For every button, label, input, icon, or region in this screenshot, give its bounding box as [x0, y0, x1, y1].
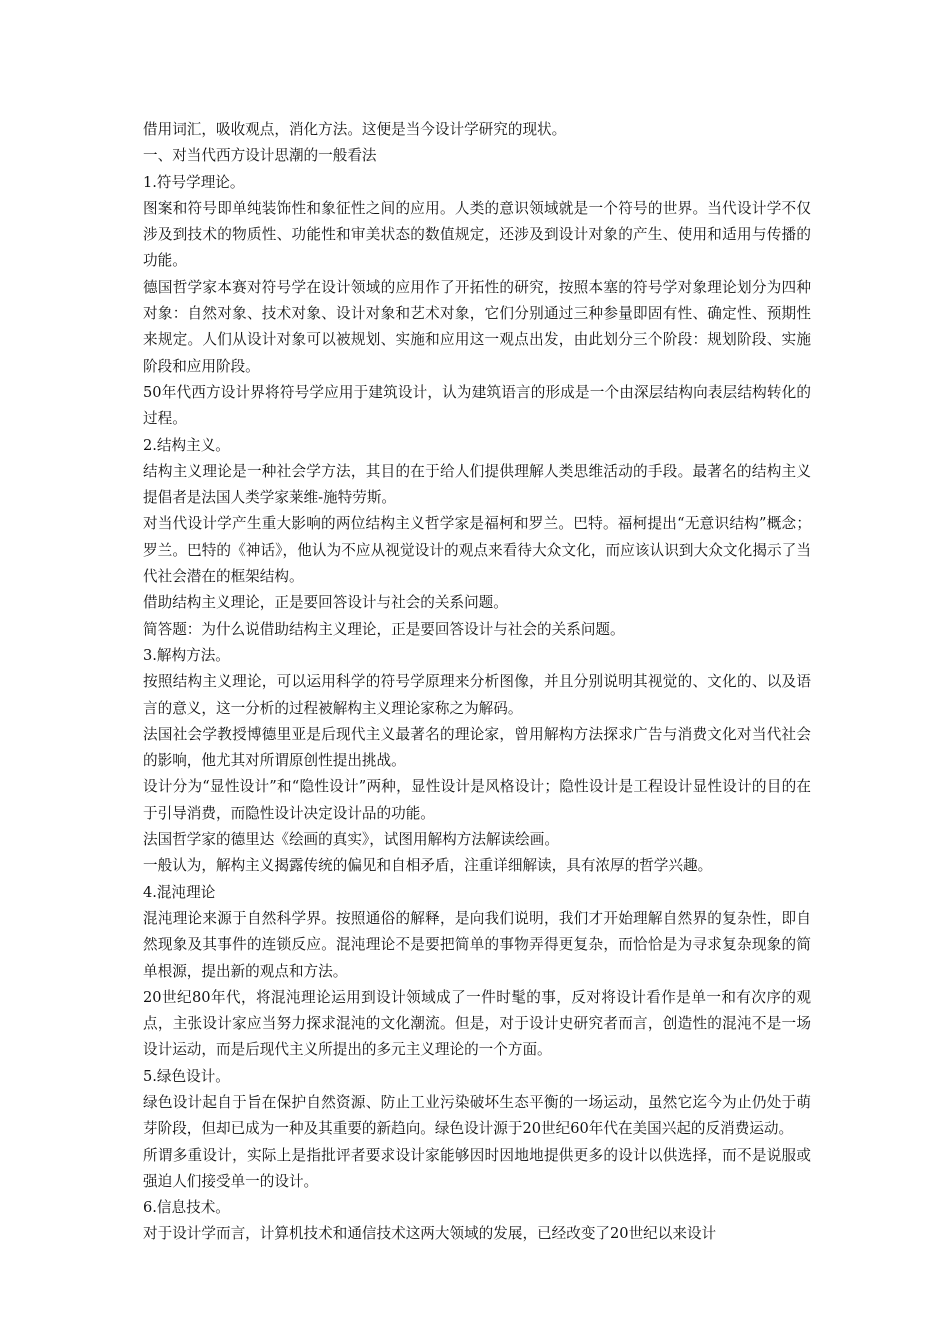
paragraph: 按照结构主义理论，可以运用科学的符号学原理来分析图像，并且分别说明其视觉的、文化的、以及语言的意义，这一分析的过程被解构主义理论家称之为解码。	[143, 673, 811, 717]
paragraph: 法国社会学教授博德里亚是后现代主义最著名的理论家，曾用解构方法探求广告与消费文化对当代社会的影响，他尤其对所谓原创性提出挑战。	[143, 725, 811, 770]
subheading-deconstruction: 3.解构方法。	[143, 646, 230, 664]
paragraph: 20世纪80年代，将混沌理论运用到设计领域成了一件时髦的事，反对将设计看作是单一和有次序的观点，主张设计家应当努力探求混沌的文化潮流。但是，对于设计史研究者而言，创造性的混沌不是一场设计运动，而是后现代主义所提出的多元主义理论的一个方面。	[143, 988, 811, 1059]
document-body	[143, 117, 811, 1248]
paragraph: 所谓多重设计，实际上是指批评者要求设计家能够因时因地地提供更多的设计以供选择，而不是说服或强迫人们接受单一的设计。	[143, 1146, 811, 1190]
paragraph: 结构主义理论是一种社会学方法，其目的在于给人们提供理解人类思维活动的手段。最著名的结构主义提倡者是法国人类学家莱维-施特劳斯。	[143, 462, 811, 507]
subheading-structuralism: 2.结构主义。	[143, 436, 230, 454]
paragraph-intro: 借用词汇，吸收观点，消化方法。这便是当今设计学研究的现状。	[143, 121, 567, 138]
subheading-green-design: 5.绿色设计。	[143, 1067, 230, 1085]
paragraph: 50年代西方设计界将符号学应用于建筑设计，认为建筑语言的形成是一个由深层结构向表层结构转化的过程。	[143, 383, 811, 428]
subheading-chaos-theory: 4.混沌理论	[143, 883, 216, 901]
paragraph: 混沌理论来源于自然科学界。按照通俗的解释，是向我们说明，我们才开始理解自然界的复杂性，即自然现象及其事件的连锁反应。混沌理论不是要把简单的事物弄得更复杂，而恰恰是为寻求复杂现象的简单根源，提出新的观点和方法。	[143, 909, 811, 980]
paragraph: 简答题：为什么说借助结构主义理论，正是要回答设计与社会的关系问题。	[143, 620, 625, 638]
paragraph: 德国哲学家本赛对符号学在设计领域的应用作了开拓性的研究，按照本塞的符号学对象理论划分为四种对象：自然对象、技术对象、设计对象和艺术对象，它们分别通过三种参量即固有性、确定性、预期性来规定。人们从设计对象可以被规划、实施和应用这一观点出发，由此划分三个阶段：规划阶段、实施阶段和应用阶段。	[143, 278, 811, 375]
subheading-information-technology: 6.信息技术。	[143, 1199, 230, 1217]
paragraph: 一般认为，解构主义揭露传统的偏见和自相矛盾，注重详细解读，具有浓厚的哲学兴趣。	[143, 857, 713, 875]
paragraph: 法国哲学家的德里达《绘画的真实》，试图用解构方法解读绘画。	[143, 831, 559, 849]
subheading-semiotics: 1.符号学理论。	[143, 173, 245, 191]
section-heading: 一、对当代西方设计思潮的一般看法	[143, 147, 377, 165]
paragraph: 对于设计学而言，计算机技术和通信技术这两大领域的发展，已经改变了20世纪以来设计	[143, 1225, 717, 1243]
paragraph: 借助结构主义理论，正是要回答设计与社会的关系问题。	[143, 594, 508, 612]
paragraph: 对当代设计学产生重大影响的两位结构主义哲学家是福柯和罗兰。巴特。福柯提出“无意识结构”概念；罗兰。巴特的《神话》，他认为不应从视觉设计的观点来看待大众文化，而应该认识到大众文化揭示了当代社会潜在的框架结构。	[143, 515, 811, 586]
paragraph: 设计分为“显性设计”和“隐性设计”两种，显性设计是风格设计；隐性设计是工程设计显性设计的目的在于引导消费，而隐性设计决定设计品的功能。	[143, 778, 811, 822]
paragraph: 绿色设计起自于旨在保护自然资源、防止工业污染破坏生态平衡的一场运动，虽然它迄今为止仍处于萌芽阶段，但却已成为一种及其重要的新趋向。绿色设计源于20世纪60年代在美国兴起的反消费运动。	[143, 1093, 811, 1138]
paragraph: 图案和符号即单纯装饰性和象征性之间的应用。人类的意识领域就是一个符号的世界。当代设计学不仅涉及到技术的物质性、功能性和审美状态的数值规定，还涉及到设计对象的产生、使用和适用与传播的功能。	[143, 199, 811, 270]
